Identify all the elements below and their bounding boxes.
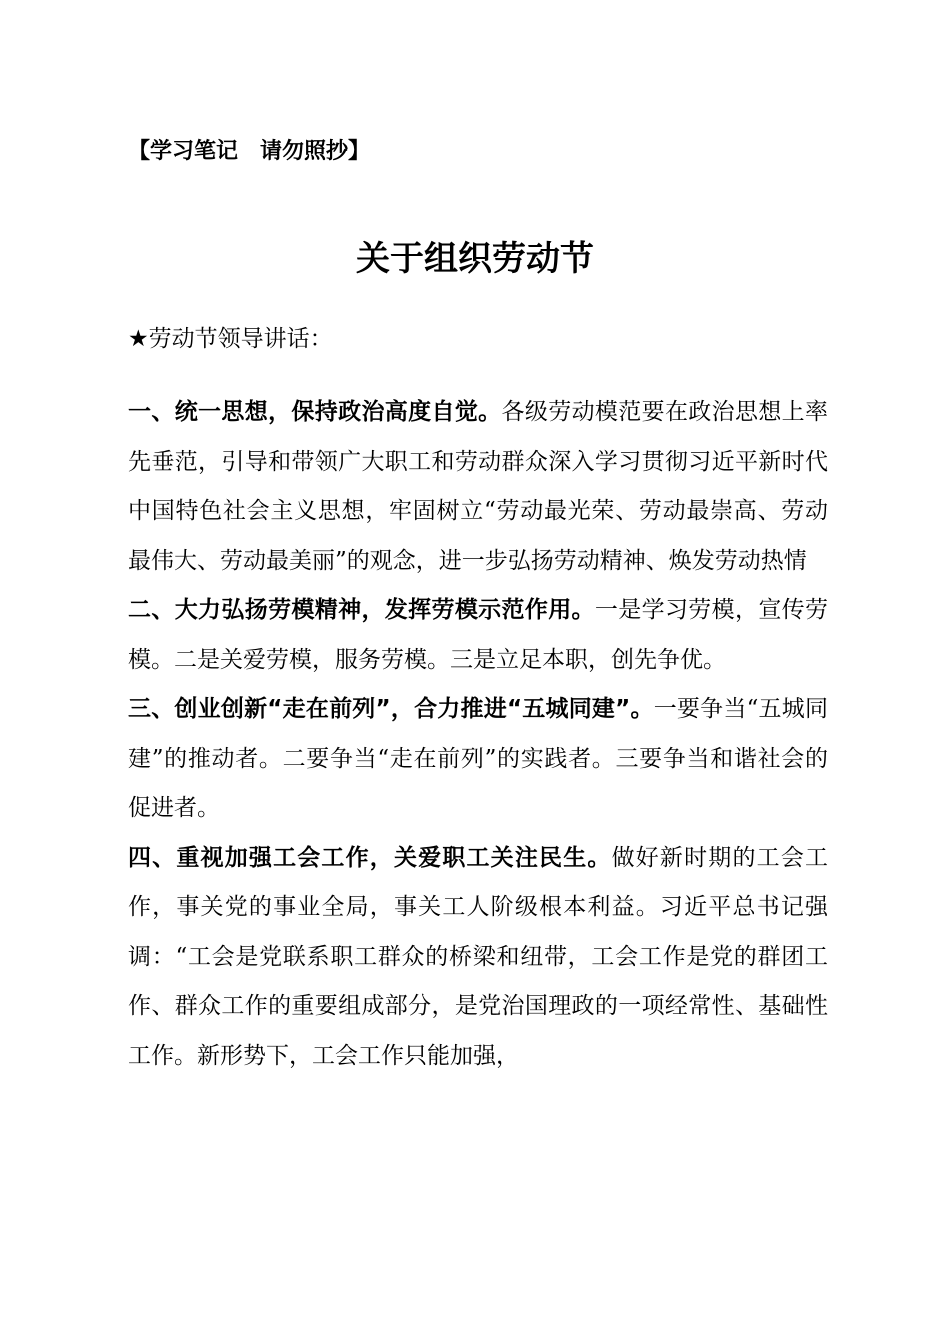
- paragraph-2: [128, 586, 828, 685]
- paragraph-3-text: 一要争当“五城同建”的推动者。二要争当“走在前列”的实践者。三要争当和谐社会的促进者。: [128, 696, 828, 821]
- paragraph-4-heading: 四、重视加强工会工作，关爱职工关注民生。: [128, 844, 612, 871]
- paragraph-2-heading: 二、大力弘扬劳模精神，发挥劳模示范作用。: [128, 597, 595, 623]
- paragraph-1-heading: 一、统一思想，保持政治高度自觉。: [128, 399, 502, 425]
- document-title: 关于组织劳动节: [356, 239, 594, 279]
- paragraph-4-text: 做好新时期的工会工作，事关党的事业全局，事关工人阶级根本利益。习近平总书记强调：“工会是党联系职工群众的桥梁和纽带，工会工作是党的群团工作、群众工作的重要组成部分，是党治国理政的一项经常性、基础性工作。新形势下，工会工作只能加强，: [128, 844, 829, 1069]
- paragraph-2-text: 一是学习劳模，宣传劳模。二是关爱劳模，服务劳模。三是立足本职，创先争优。: [128, 597, 829, 673]
- paragraph-1-text: 各级劳动模范要在政治思想上率先垂范，引导和带领广大职工和劳动群众深入学习贯彻习近平新时代中国特色社会主义思想，牢固树立“劳动最光荣、劳动最崇高、劳动最伟大、劳动最美丽”的观念，进一步弘扬劳动精神、焕发劳动热情: [128, 399, 829, 574]
- paragraph-4: [128, 834, 828, 1082]
- document-body: [128, 388, 828, 1081]
- paragraph-3-heading: 三、创业创新“走在前列”，合力推进“五城同建”。: [128, 696, 654, 722]
- paragraph-3: [128, 685, 828, 834]
- study-note-label: 【学习笔记 请勿照抄】: [128, 139, 371, 164]
- section-subhead: ★劳动节领导讲话：: [128, 326, 333, 352]
- paragraph-1: [128, 388, 828, 586]
